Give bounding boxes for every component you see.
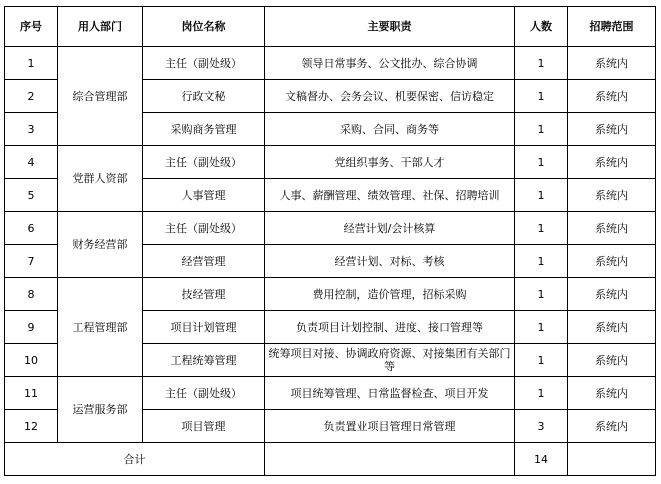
header-position: 岗位名称: [143, 7, 265, 47]
position-cell: 项目管理: [143, 410, 265, 443]
position-cell: 主任（副处级）: [143, 146, 265, 179]
row-no: 10: [5, 344, 58, 377]
position-cell: 工程统筹管理: [143, 344, 265, 377]
duty-cell: 负责项目计划控制、进度、接口管理等: [265, 311, 515, 344]
count-cell: 1: [515, 377, 568, 410]
scope-cell: 系统内: [568, 344, 656, 377]
scope-cell: 系统内: [568, 80, 656, 113]
count-cell: 1: [515, 47, 568, 80]
row-no: 7: [5, 245, 58, 278]
count-cell: 1: [515, 245, 568, 278]
table-row: [5, 47, 656, 80]
scope-cell: 系统内: [568, 113, 656, 146]
position-cell: 技经管理: [143, 278, 265, 311]
position-cell: 采购商务管理: [143, 113, 265, 146]
scope-cell: 系统内: [568, 245, 656, 278]
table-row: [5, 212, 656, 245]
position-cell: 行政文秘: [143, 80, 265, 113]
total-empty-cell: [265, 443, 515, 476]
duty-cell: 文稿督办、会务会议、机要保密、信访稳定: [265, 80, 515, 113]
header-scope: 招聘范围: [568, 7, 656, 47]
table-row: [5, 377, 656, 410]
scope-cell: 系统内: [568, 311, 656, 344]
header-no: 序号: [5, 7, 58, 47]
duty-cell: 负责置业项目管理日常管理: [265, 410, 515, 443]
position-cell: 主任（副处级）: [143, 212, 265, 245]
row-no: 11: [5, 377, 58, 410]
row-no: 6: [5, 212, 58, 245]
position-cell: 经营管理: [143, 245, 265, 278]
header-row: [5, 7, 656, 47]
row-no: 5: [5, 179, 58, 212]
count-cell: 1: [515, 278, 568, 311]
position-cell: 项目计划管理: [143, 311, 265, 344]
duty-cell: 经营计划/会计核算: [265, 212, 515, 245]
duty-cell: 统筹项目对接、协调政府资源、对接集团有关部门等: [265, 344, 515, 377]
row-no: 4: [5, 146, 58, 179]
header-count: 人数: [515, 7, 568, 47]
header-department: 用人部门: [58, 7, 143, 47]
duty-cell: 党组织事务、干部人才: [265, 146, 515, 179]
count-cell: 1: [515, 80, 568, 113]
duty-cell: 经营计划、对标、考核: [265, 245, 515, 278]
department-cell: 党群人资部: [58, 146, 143, 212]
scope-cell: 系统内: [568, 146, 656, 179]
table-row: [5, 278, 656, 311]
table-row: [5, 146, 656, 179]
position-cell: 主任（副处级）: [143, 377, 265, 410]
department-cell: 运营服务部: [58, 377, 143, 443]
duty-cell: 采购、合同、商务等: [265, 113, 515, 146]
department-cell: 综合管理部: [58, 47, 143, 146]
count-cell: 1: [515, 311, 568, 344]
count-cell: 1: [515, 179, 568, 212]
count-cell: 1: [515, 113, 568, 146]
total-empty-cell: [568, 443, 656, 476]
position-cell: 主任（副处级）: [143, 47, 265, 80]
duty-cell: 领导日常事务、公文批办、综合协调: [265, 47, 515, 80]
total-row: [5, 443, 656, 476]
scope-cell: 系统内: [568, 410, 656, 443]
department-cell: 工程管理部: [58, 278, 143, 377]
row-no: 12: [5, 410, 58, 443]
row-no: 1: [5, 47, 58, 80]
recruitment-table: [4, 6, 656, 476]
scope-cell: 系统内: [568, 47, 656, 80]
total-label: 合计: [5, 443, 265, 476]
count-cell: 1: [515, 344, 568, 377]
count-cell: 3: [515, 410, 568, 443]
count-cell: 1: [515, 212, 568, 245]
scope-cell: 系统内: [568, 377, 656, 410]
scope-cell: 系统内: [568, 179, 656, 212]
row-no: 9: [5, 311, 58, 344]
scope-cell: 系统内: [568, 212, 656, 245]
duty-cell: 项目统筹管理、日常监督检查、项目开发: [265, 377, 515, 410]
row-no: 8: [5, 278, 58, 311]
header-duty: 主要职责: [265, 7, 515, 47]
row-no: 2: [5, 80, 58, 113]
department-cell: 财务经营部: [58, 212, 143, 278]
position-cell: 人事管理: [143, 179, 265, 212]
total-count: 14: [515, 443, 568, 476]
count-cell: 1: [515, 146, 568, 179]
scope-cell: 系统内: [568, 278, 656, 311]
row-no: 3: [5, 113, 58, 146]
duty-cell: 人事、薪酬管理、绩效管理、社保、招聘培训: [265, 179, 515, 212]
duty-cell: 费用控制，造价管理，招标采购: [265, 278, 515, 311]
